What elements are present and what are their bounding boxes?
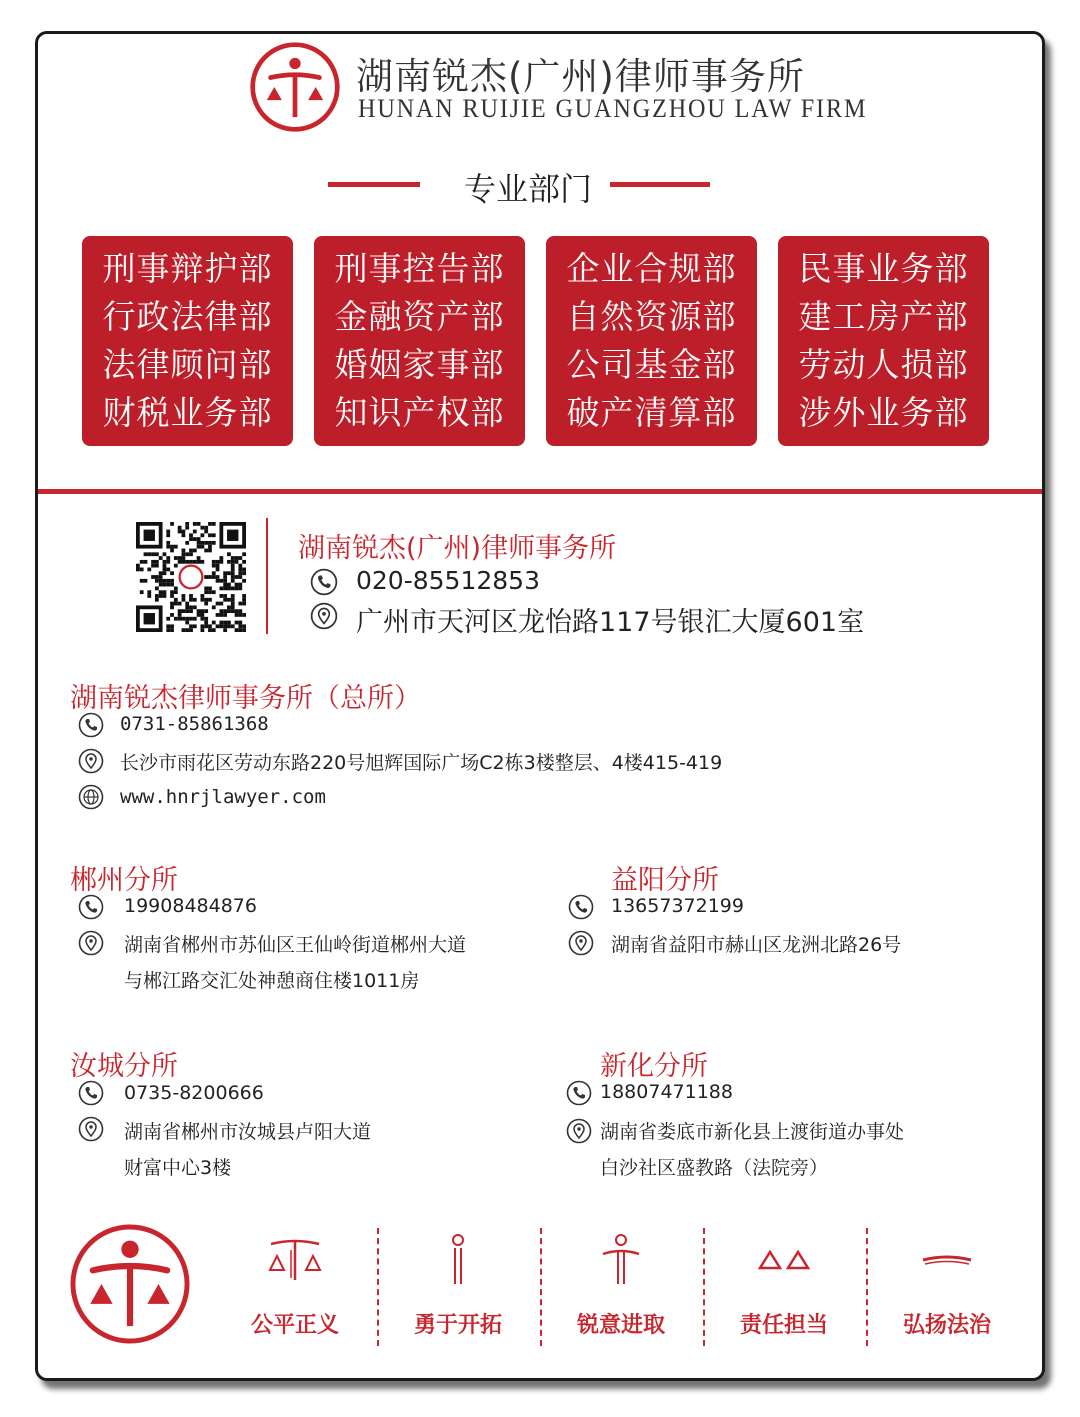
branch-xinhua-title: 新化分所	[600, 1051, 708, 1082]
pillar-icon	[428, 1230, 488, 1290]
dept-item: 涉外业务部	[798, 393, 969, 432]
firm-name-cn: 湖南锐杰(广州)律师事务所	[356, 55, 805, 98]
hq-firm-name: 湖南锐杰律师事务所（总所）	[70, 683, 421, 714]
dept-item: 财税业务部	[102, 393, 273, 432]
motto-label: 责任担当	[739, 1312, 828, 1338]
arc-icon	[917, 1230, 977, 1290]
motto-item-1	[215, 1222, 375, 1352]
branch-xinhua-address-1: 湖南省娄底市新化县上渡街道办事处	[600, 1121, 905, 1143]
dept-panel-4	[778, 236, 989, 446]
hq-website[interactable]: www.hnrjlawyer.com	[120, 786, 326, 808]
qr-code[interactable]	[136, 522, 246, 632]
dept-item: 民事业务部	[798, 249, 969, 288]
branch-xinhua-address-2: 白沙社区盛教路（法院旁）	[600, 1157, 829, 1179]
branch-xinhua-phone: 18807471188	[600, 1081, 733, 1103]
dept-item: 知识产权部	[334, 393, 505, 432]
branch-yiyang-address-1: 湖南省益阳市赫山区龙洲北路26号	[611, 934, 902, 956]
location-icon	[568, 930, 594, 956]
vertical-divider	[266, 518, 268, 634]
location-icon	[566, 1118, 592, 1144]
location-icon	[78, 1116, 104, 1142]
hq-phone: 0731-85861368	[120, 713, 269, 735]
branch-chenzhou-phone: 19908484876	[124, 895, 257, 917]
branch-yiyang-phone: 13657372199	[611, 895, 744, 917]
title-rule-right	[610, 182, 710, 187]
motto-label: 锐意进取	[576, 1312, 665, 1338]
motto-item-5	[867, 1222, 1027, 1352]
dept-item: 法律顾问部	[102, 345, 273, 384]
dept-item: 建工房产部	[798, 297, 969, 336]
branch-rucheng-phone: 0735-8200666	[124, 1082, 264, 1104]
scale-icon	[265, 1230, 325, 1290]
dept-item: 公司基金部	[566, 345, 737, 384]
dept-item: 刑事控告部	[334, 249, 505, 288]
globe-icon	[78, 784, 104, 810]
phone-icon	[78, 894, 104, 920]
motto-label: 弘扬法治	[902, 1312, 991, 1338]
hq-address: 长沙市雨花区劳动东路220号旭辉国际广场C2栋3楼整层、4楼415-419	[120, 752, 723, 774]
motto-label: 勇于开拓	[413, 1312, 502, 1338]
poster-card	[35, 31, 1045, 1381]
gz-address: 广州市天河区龙怡路117号银汇大厦601室	[356, 607, 865, 638]
firm-name-en: HUNAN RUIJIE GUANGZHOU LAW FIRM	[358, 94, 868, 123]
dept-item: 劳动人损部	[798, 345, 969, 384]
motto-item-4	[704, 1222, 864, 1352]
motto-item-3	[541, 1222, 701, 1352]
dept-item: 自然资源部	[566, 297, 737, 336]
dept-item: 企业合规部	[566, 249, 737, 288]
phone-icon	[78, 712, 104, 738]
departments-title: 专业部门	[463, 170, 592, 208]
title-rule-left	[328, 182, 420, 187]
firm-logo-icon	[248, 40, 342, 134]
dept-item: 刑事辩护部	[102, 249, 273, 288]
branch-yiyang-title: 益阳分所	[611, 865, 719, 896]
dept-item: 金融资产部	[334, 297, 505, 336]
firm-logo-icon	[68, 1222, 192, 1346]
branch-chenzhou-address-2: 与郴江路交汇处神憩商住楼1011房	[124, 970, 420, 992]
person-icon	[591, 1230, 651, 1290]
phone-icon	[568, 894, 594, 920]
dept-panel-1	[82, 236, 293, 446]
location-icon	[310, 602, 338, 630]
section-divider	[38, 489, 1042, 494]
branch-rucheng-address-1: 湖南省郴州市汝城县卢阳大道	[124, 1121, 372, 1143]
motto-label: 公平正义	[250, 1312, 339, 1338]
phone-icon	[310, 568, 338, 596]
gz-phone: 020-85512853	[356, 566, 540, 595]
triangles-icon	[754, 1230, 814, 1290]
phone-icon	[78, 1080, 104, 1106]
location-icon	[78, 930, 104, 956]
branch-chenzhou-title: 郴州分所	[70, 865, 178, 896]
dept-panel-3	[546, 236, 757, 446]
branch-rucheng-address-2: 财富中心3楼	[124, 1157, 232, 1179]
dept-item: 行政法律部	[102, 297, 273, 336]
branch-rucheng-title: 汝城分所	[70, 1051, 178, 1082]
motto-item-2	[378, 1222, 538, 1352]
phone-icon	[566, 1080, 592, 1106]
location-icon	[78, 748, 104, 774]
gz-firm-name: 湖南锐杰(广州)律师事务所	[298, 533, 617, 564]
dept-item: 破产清算部	[566, 393, 737, 432]
dept-item: 婚姻家事部	[334, 345, 505, 384]
branch-chenzhou-address-1: 湖南省郴州市苏仙区王仙岭街道郴州大道	[124, 934, 467, 956]
dept-panel-2	[314, 236, 525, 446]
